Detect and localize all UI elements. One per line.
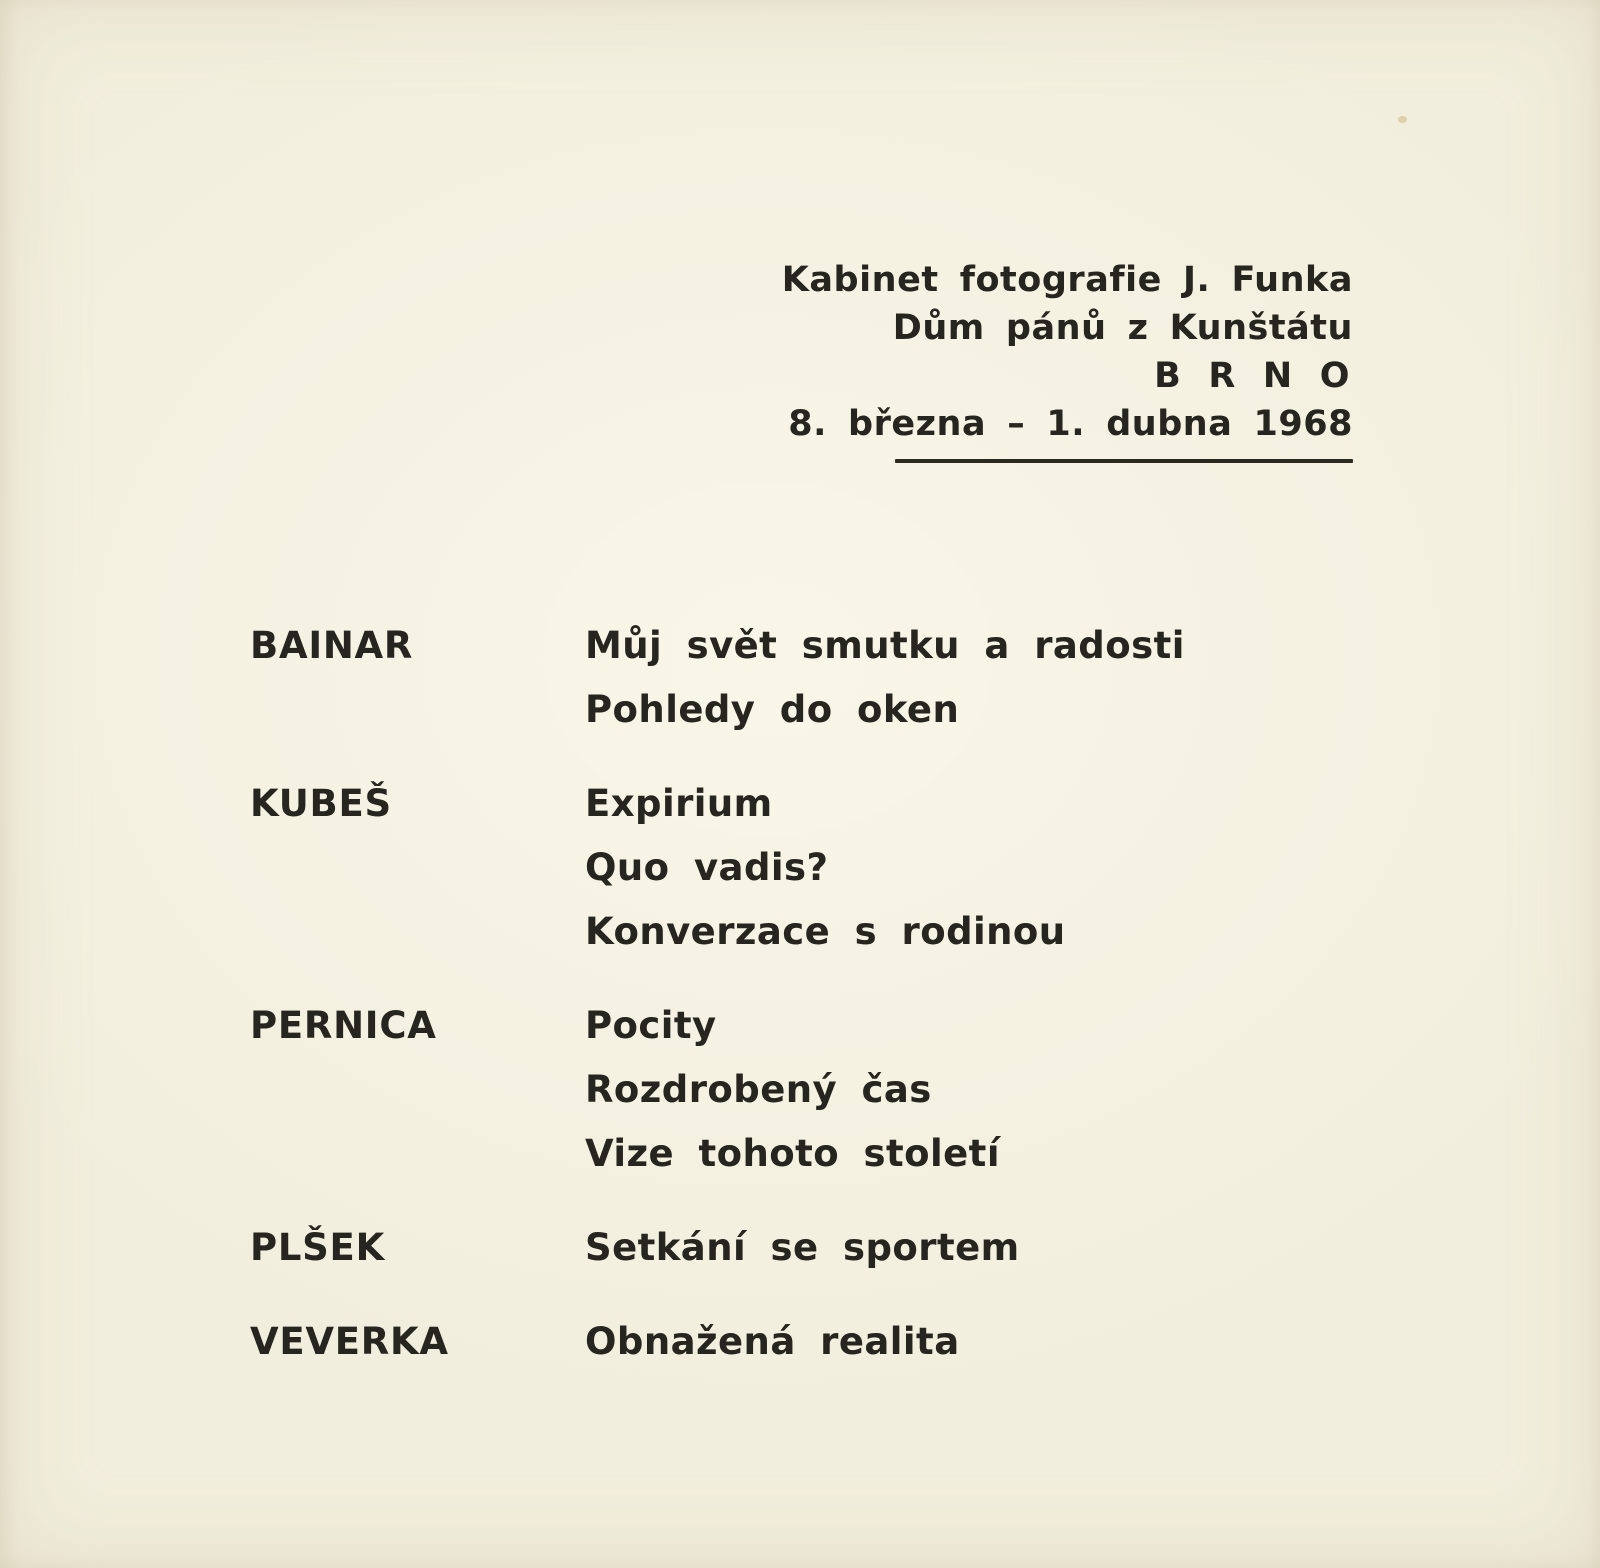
work-title: Quo vadis? — [585, 846, 829, 889]
artist-name: VEVERKA — [250, 1320, 449, 1363]
exhibition-city: B R N O — [1154, 356, 1353, 396]
work-title: Pocity — [585, 1004, 717, 1047]
program-entry — [250, 994, 1480, 1186]
work-title: Pohledy do oken — [585, 688, 960, 731]
program-entry — [250, 1310, 1480, 1374]
program-entry — [250, 614, 1480, 742]
works-list — [585, 1310, 960, 1374]
works-list — [585, 1216, 1020, 1280]
work-title: Můj svět smutku a radosti — [585, 624, 1185, 667]
work-title: Expirium — [585, 782, 773, 825]
header-rule — [895, 459, 1353, 463]
work-title: Konverzace s rodinou — [585, 910, 1066, 953]
artist-name: PLŠEK — [250, 1226, 385, 1269]
work-title: Rozdrobený čas — [585, 1068, 932, 1111]
program-entry — [250, 772, 1480, 964]
venue-line-1: Kabinet fotografie J. Funka — [781, 260, 1353, 300]
works-list — [585, 994, 1000, 1186]
artist-name: KUBEŠ — [250, 782, 392, 825]
work-title: Obnažená realita — [585, 1320, 960, 1363]
works-list — [585, 772, 1066, 964]
artist-name: PERNICA — [250, 1004, 437, 1047]
works-list — [585, 614, 1185, 742]
work-title: Vize tohoto století — [585, 1132, 1000, 1175]
exhibition-dates: 8. března – 1. dubna 1968 — [788, 404, 1353, 444]
exhibition-header — [782, 256, 1353, 463]
artist-name: BAINAR — [250, 624, 414, 667]
program-list — [250, 614, 1480, 1404]
paper-speck — [1398, 116, 1407, 123]
work-title: Setkání se sportem — [585, 1226, 1020, 1269]
venue-line-2: Dům pánů z Kunštátu — [892, 308, 1353, 348]
program-entry — [250, 1216, 1480, 1280]
